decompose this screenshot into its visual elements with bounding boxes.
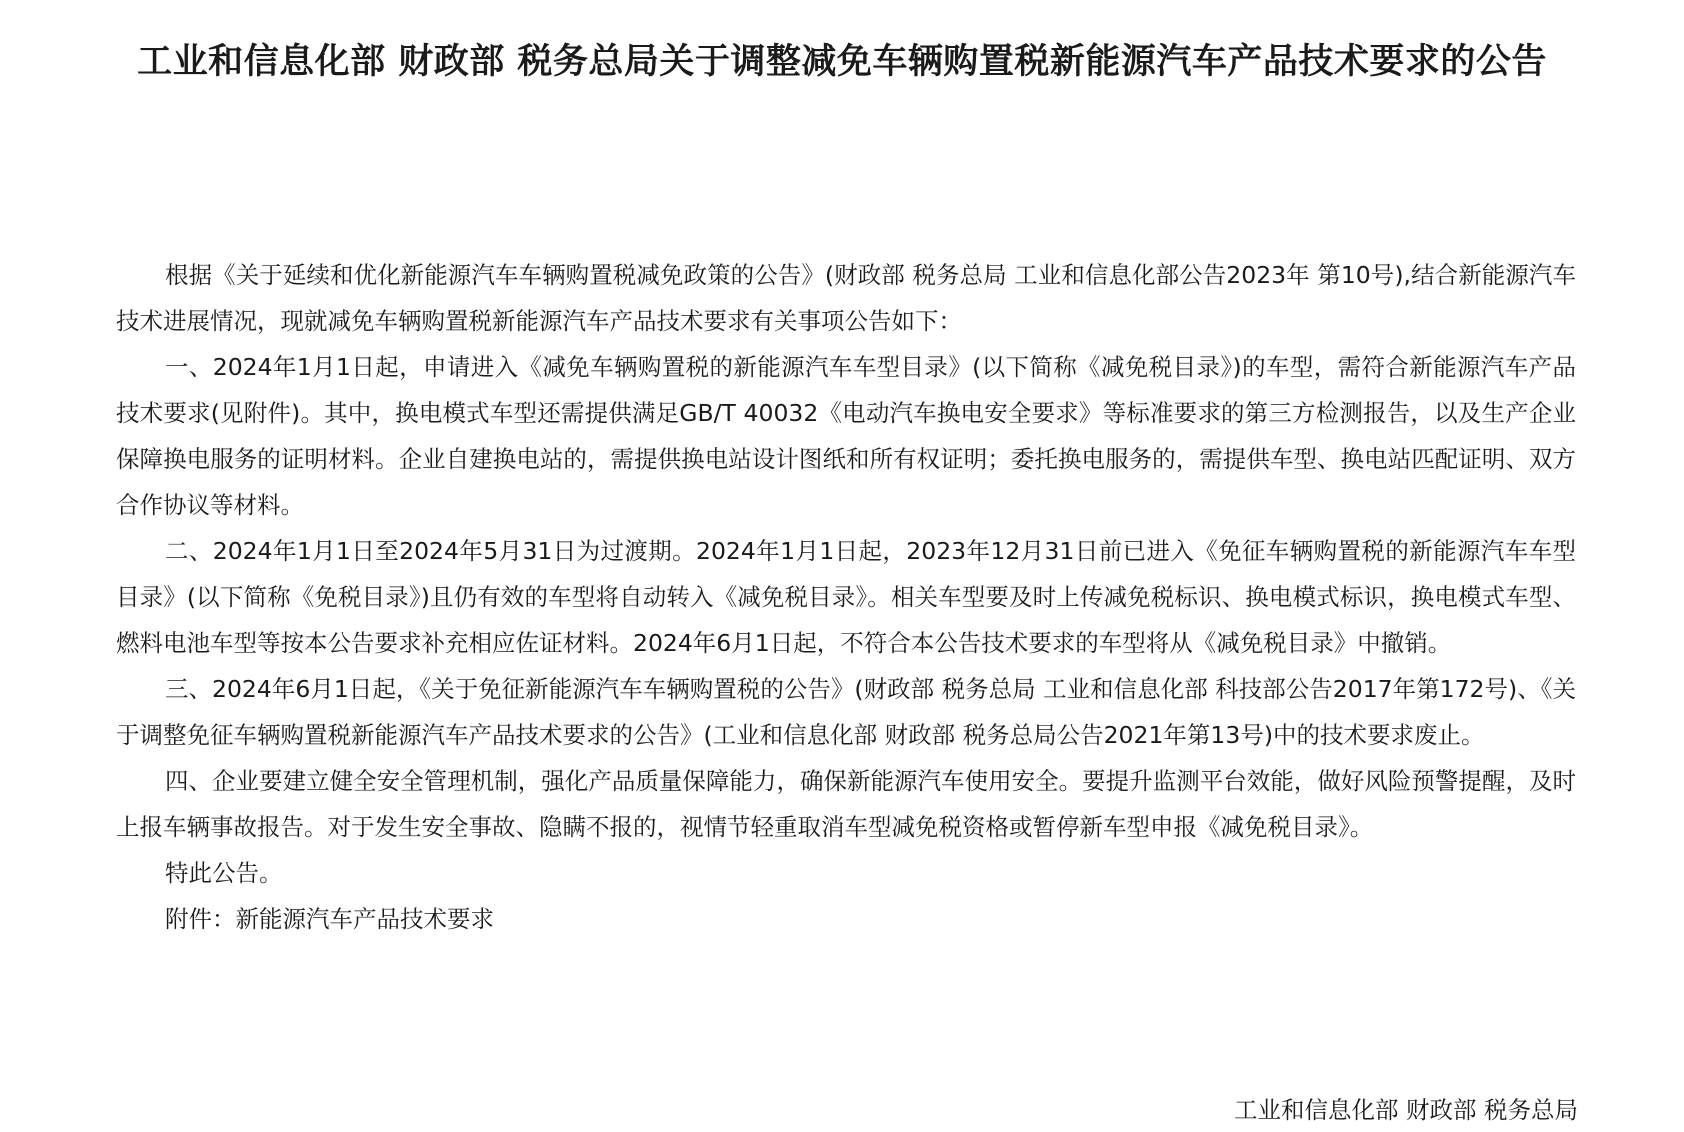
issuer-signature: 工业和信息化部 财政部 税务总局 [1234,1096,1578,1124]
clause-four-paragraph: 四、企业要建立健全安全管理机制，强化产品质量保障能力，确保新能源汽车使用安全。要提升监测平台效能，做好风险预警提醒，及时上报车辆事故报告。对于发生安全事故、隐瞒不报的，视情节轻重取消车型减免税资格或暂停新车型申报《减免税目录》。 [116,767,1576,841]
clause-three-paragraph: 三、2024年6月1日起，《关于免征新能源汽车车辆购置税的公告》(财政部 税务总局 工业和信息化部 科技部公告2017年第172号)、《关于调整免征车辆购置税新能源汽车产品技术要求的公告》(工业和信息化部 财政部 税务总局公告2021年第13号)中的技术要求废止。 [116,675,1576,749]
clause-one-paragraph: 一、2024年1月1日起，申请进入《减免车辆购置税的新能源汽车车型目录》(以下简称《减免税目录》)的车型，需符合新能源汽车产品技术要求(见附件)。其中，换电模式车型还需提供满足GB/T 40032《电动汽车换电安全要求》等标准要求的第三方检测报告，以及生产企业保障换电服务的证明材料。企业自建换电站的，需提供换电站设计图纸和所有权证明；委托换电服务的，需提供车型、换电站匹配证明、双方合作协议等材料。 [116,353,1576,519]
document-body [116,252,1576,942]
attachment-line: 附件：新能源汽车产品技术要求 [165,905,494,933]
clause-two-paragraph: 二、2024年1月1日至2024年5月31日为过渡期。2024年1月1日起，2023年12月31日前已进入《免征车辆购置税的新能源汽车车型目录》(以下简称《免税目录》)且仍有效的车型将自动转入《减免税目录》。相关车型要及时上传减免税标识、换电模式标识，换电模式车型、燃料电池车型等按本公告要求补充相应佐证材料。2024年6月1日起，不符合本公告技术要求的车型将从《减免税目录》中撤销。 [116,537,1576,657]
document-title: 工业和信息化部 财政部 税务总局关于调整减免车辆购置税新能源汽车产品技术要求的公告 [137,42,1547,82]
intro-paragraph: 根据《关于延续和优化新能源汽车车辆购置税减免政策的公告》(财政部 税务总局 工业和信息化部公告2023年 第10号),结合新能源汽车技术进展情况，现就减免车辆购置税新能源汽车产品技术要求有关事项公告如下： [116,261,1576,335]
closing-paragraph: 特此公告。 [165,859,283,887]
